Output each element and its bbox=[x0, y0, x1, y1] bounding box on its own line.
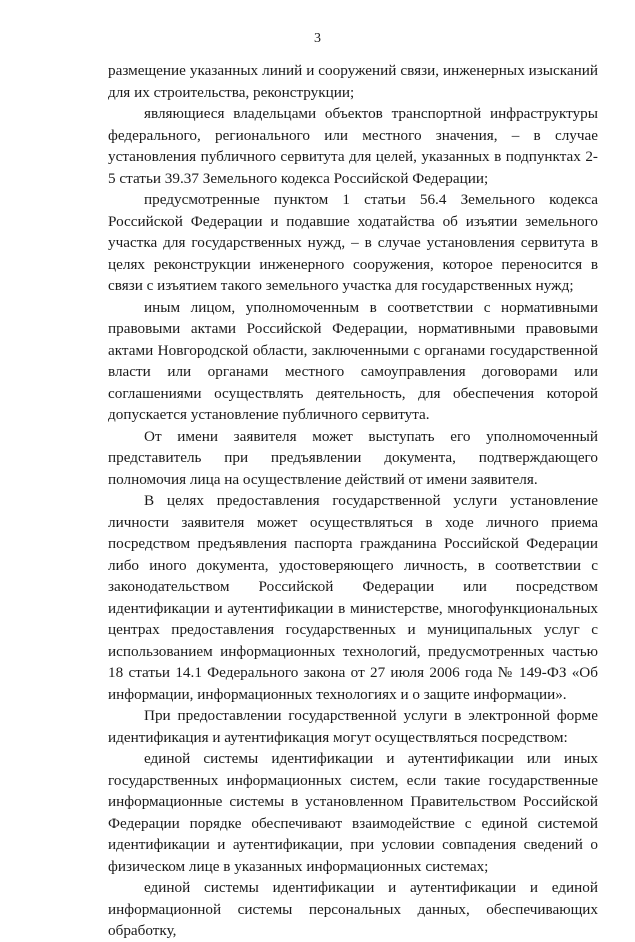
paragraph: При предоставлении государственной услуги в электронной форме идентификация и аутентификация могут осуществляться посредством: bbox=[108, 707, 598, 746]
paragraph: иным лицом, уполномоченным в соответствии с нормативными правовыми актами Российской Федерации, нормативными правовыми актами Новгородской области, заключенными с органами государственной власти или органами местного самоуправления договорами или соглашениями осуществлять деятельность, для обеспечения которой допускается установление публичного сервитута. bbox=[108, 298, 598, 423]
paragraph: предусмотренные пунктом 1 статьи 56.4 Земельного кодекса Российской Федерации и подавшие ходатайства об изъятии земельного участка для государственных нужд, – в случае установления сервитута в целях реконструкции инженерного сооружения, которое переносится в связи с изъятием такого земельного участка для государственных нужд; bbox=[108, 191, 598, 294]
document-body bbox=[108, 60, 598, 942]
paragraph: единой системы идентификации и аутентификации или иных государственных информационных систем, если такие государственные информационные системы в установленном Правительством Российской Федерации порядке обеспечивают взаимодействие с единой системой идентификации и аутентификации, при условии совпадения сведений о физическом лице в указанных информационных системах; bbox=[108, 750, 598, 875]
paragraph: являющиеся владельцами объектов транспортной инфраструктуры федерального, регионального или местного значения, – в случае установления публичного сервитута для целей, указанных в подпунктах 2-5 статьи 39.37 Земельного кодекса Российской Федерации; bbox=[108, 105, 598, 187]
paragraph: В целях предоставления государственной услуги установление личности заявителя может осуществляться в ходе личного приема посредством предъявления паспорта гражданина Российской Федерации либо иного документа, удостоверяющего личность, в соответствии с законодательством Российской Федерации или посредством идентификации и аутентификации в министерстве, многофункциональных центрах предоставления государственных и муниципальных услуг с использованием информационных технологий, предусмотренных частью 18 статьи 14.1 Федерального закона от 27 июля 2006 года № 149-ФЗ «Об информации, информационных технологиях и о защите информации». bbox=[108, 492, 598, 703]
paragraph: От имени заявителя может выступать его уполномоченный представитель при предъявлении документа, подтверждающего полномочия лица на осуществление действий от имени заявителя. bbox=[108, 427, 598, 488]
page-number: 3 bbox=[314, 31, 321, 46]
paragraph: размещение указанных линий и сооружений связи, инженерных изысканий для их строительства, реконструкции; bbox=[108, 62, 598, 101]
paragraph: единой системы идентификации и аутентификации и единой информационной системы персональных данных, обеспечивающих обработку, bbox=[108, 879, 598, 939]
